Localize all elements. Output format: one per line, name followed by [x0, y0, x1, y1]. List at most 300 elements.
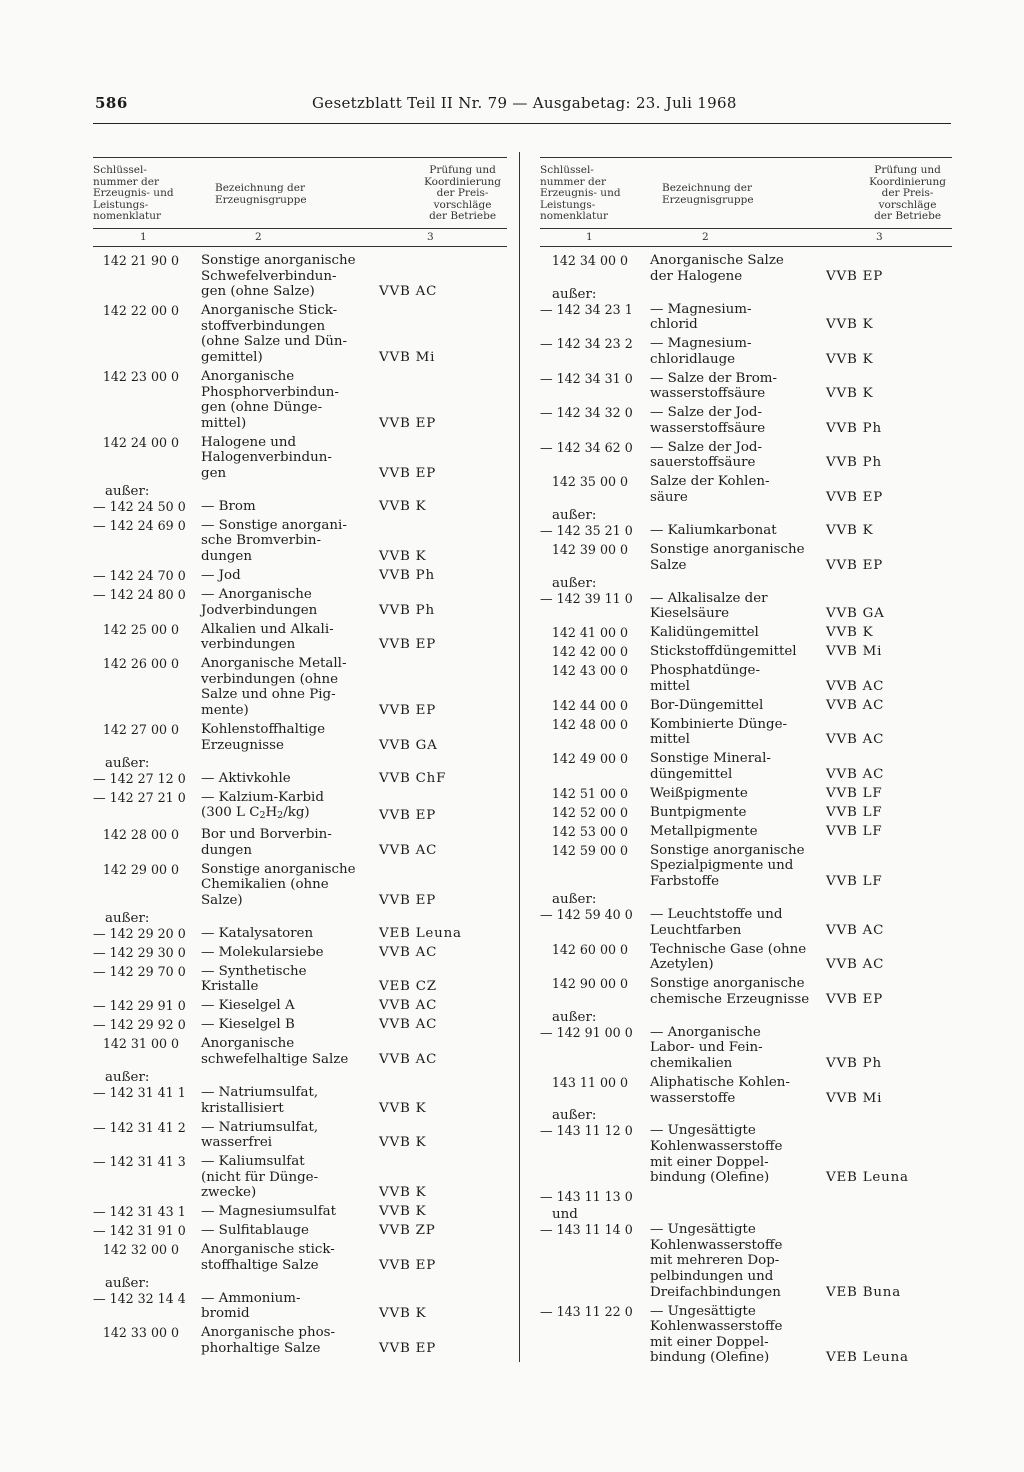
exception-label: außer: [105, 1275, 150, 1291]
product-group-name [201, 926, 379, 942]
table-row [540, 371, 952, 402]
responsible-body: VVB K [379, 1185, 427, 1201]
description-line: Kohlenwasserstoffe [650, 1237, 783, 1253]
description-line: bromid [201, 1306, 250, 1322]
description-line: düngemittel [650, 766, 733, 782]
description-line: Kristalle [201, 979, 259, 995]
description-line: Metallpigmente [650, 823, 758, 839]
description-line: mente) [201, 702, 249, 718]
description-line: — Magnesiumsulfat [201, 1204, 337, 1220]
column-number-1: 1 [140, 231, 147, 243]
product-code: — 142 91 00 0 [540, 1024, 633, 1040]
product-group-name [650, 336, 826, 367]
product-group-name [201, 656, 379, 718]
header-line: nomenklatur [93, 210, 161, 222]
description-line: — Synthetische [201, 963, 307, 979]
responsible-body: VVB LF [826, 785, 883, 801]
product-group-name [201, 964, 379, 995]
responsible-body: VVB EP [826, 490, 884, 506]
description-line: Kalidüngemittel [650, 625, 759, 641]
responsible-body: VVB K [379, 549, 427, 565]
table-row [540, 644, 952, 660]
responsible-body: VVB AC [826, 697, 885, 713]
product-group-name [201, 771, 379, 787]
header-line: Koordinierung [424, 175, 501, 188]
responsible-body: VVB AC [379, 284, 438, 300]
product-code: 142 59 00 0 [551, 842, 628, 858]
column-number-1: 1 [586, 231, 593, 243]
product-code: — 142 34 32 0 [540, 405, 633, 421]
product-group-name [201, 1085, 379, 1116]
description-line: verbindungen (ohne [201, 671, 339, 687]
product-group-name [201, 253, 379, 300]
description-line: — Ungesättigte [650, 1123, 756, 1139]
responsible-body: VVB LF [826, 804, 883, 820]
responsible-body: VVB Ph [826, 455, 882, 471]
table-row [540, 698, 952, 714]
description-line: — Ungesättigte [650, 1222, 756, 1238]
description-line: mittel [650, 732, 690, 748]
description-line: sauerstoffsäure [650, 455, 756, 471]
exception-label: außer: [105, 1069, 150, 1085]
responsible-body: VVB AC [826, 922, 885, 938]
table-row [93, 435, 507, 482]
table-row [93, 1223, 507, 1239]
description-line: dungen [201, 842, 252, 858]
product-code: — 142 32 14 4 [93, 1290, 186, 1306]
description-line: mit mehreren Dop- [650, 1253, 780, 1269]
table-row [540, 253, 952, 284]
responsible-body: VVB K [379, 1100, 427, 1116]
description-line: — Natriumsulfat, [201, 1119, 319, 1135]
description-line: Anorganische phos- [201, 1325, 336, 1341]
table-row [93, 722, 507, 753]
product-group-name [201, 499, 379, 515]
responsible-body: VVB EP [379, 415, 437, 431]
responsible-body: VVB EP [826, 991, 884, 1007]
description-line: Halogenverbindun- [201, 450, 332, 466]
description-line: — Ungesättigte [650, 1303, 756, 1319]
responsible-body: VVB K [379, 498, 427, 514]
responsible-body: VVB AC [826, 732, 885, 748]
description-line: — Jod [201, 568, 241, 584]
product-code: — 142 24 69 0 [93, 517, 186, 533]
product-code: — 142 29 30 0 [93, 944, 186, 960]
responsible-body: VVB Mi [826, 1090, 883, 1106]
description-line: Salze und ohne Pig- [201, 687, 336, 703]
description-line: Alkalien und Alkali- [201, 621, 334, 637]
description-line: Erzeugnisse [201, 737, 284, 753]
table-row [93, 1120, 507, 1151]
product-code: — 142 24 70 0 [93, 568, 186, 584]
description-line: Spezialpigmente und [650, 858, 794, 874]
table-row [93, 998, 507, 1014]
product-group-name [650, 717, 826, 748]
description-line: gen [201, 465, 227, 481]
responsible-body: VVB AC [379, 944, 438, 960]
responsible-body: VVB Mi [826, 644, 883, 660]
description-line: Bor und Borverbin- [201, 827, 332, 843]
description-line: Technische Gase (ohne [650, 941, 807, 957]
header-code [540, 165, 621, 223]
table-row [540, 440, 952, 471]
product-code: — 142 24 50 0 [93, 498, 186, 514]
product-group-name [650, 824, 826, 840]
product-group-name [201, 1325, 379, 1356]
description-line: — Brom [201, 498, 256, 514]
description-line: Buntpigmente [650, 804, 747, 820]
product-code: — 142 35 21 0 [540, 523, 633, 539]
product-group-name [650, 805, 826, 821]
responsible-body: VVB EP [379, 1340, 437, 1356]
header-line: Prüfung und [874, 164, 941, 176]
table-row [540, 1123, 952, 1185]
description-line: dungen [201, 549, 252, 565]
responsible-body: VVB LF [826, 874, 883, 890]
header-line: Bezeichnung der [662, 182, 752, 194]
description-line: stoffverbindungen [201, 318, 326, 334]
description-line: — Kaliumsulfat [201, 1154, 305, 1170]
responsible-body: VEB Leuna [379, 925, 462, 941]
description-line: Anorganische [201, 368, 295, 384]
description-line: mittel [650, 678, 690, 694]
description-line: Bor-Düngemittel [650, 697, 764, 713]
product-group-name [650, 843, 826, 890]
table-header [93, 157, 507, 228]
product-group-name [201, 568, 379, 584]
table-row [540, 591, 952, 622]
table-row [93, 1204, 507, 1220]
responsible-body: VVB AC [826, 766, 885, 782]
table-row [540, 336, 952, 367]
product-group-name [650, 786, 826, 802]
description-line: wasserstoffsäure [650, 420, 766, 436]
table-header [540, 157, 952, 228]
table-row [93, 518, 507, 565]
product-code: 142 52 00 0 [551, 804, 628, 820]
product-group-name [201, 1120, 379, 1151]
responsible-body: VVB EP [826, 268, 884, 284]
header-line: der Betriebe [429, 210, 497, 222]
table-row [540, 523, 952, 539]
product-group-name [650, 591, 826, 622]
product-code: 142 33 00 0 [102, 1325, 179, 1341]
product-code: 142 22 00 0 [102, 303, 179, 319]
product-code: 142 60 00 0 [551, 941, 628, 957]
responsible-body: VEB Leuna [826, 1350, 909, 1366]
header-coordination [424, 165, 501, 223]
exception-label: außer: [552, 892, 597, 907]
description-line: Halogene und [201, 434, 297, 450]
product-group-name [650, 1025, 826, 1072]
description-line: Kohlenwasserstoffe [650, 1319, 783, 1335]
description-line: — Molekularsiebe [201, 944, 324, 960]
header-line: Leistungs- [93, 198, 149, 211]
header-designation [662, 183, 754, 206]
table-row [540, 717, 952, 748]
responsible-body: VVB Mi [379, 349, 436, 365]
table-row [540, 1304, 952, 1366]
product-code: 142 44 00 0 [551, 697, 628, 713]
product-group-name [201, 1242, 379, 1273]
description-line: sche Bromverbin- [201, 533, 322, 549]
responsible-body: VVB Ph [379, 602, 435, 618]
description-line: — Salze der Jod- [650, 439, 763, 455]
description-line: Sonstige anorganische [650, 542, 805, 558]
product-group-name [650, 907, 826, 938]
responsible-body: VVB EP [379, 808, 437, 824]
product-code: — 142 31 91 0 [93, 1223, 186, 1239]
responsible-body: VVB ChF [379, 770, 447, 786]
description-line: Sonstige Mineral- [650, 751, 771, 767]
description-line: zwecke) [201, 1185, 257, 1201]
header-line: Schlüssel- [540, 164, 594, 176]
product-group-name [650, 751, 826, 782]
header-line: der Preis- [436, 187, 489, 199]
responsible-body: VVB AC [379, 1017, 438, 1033]
product-group-name [201, 369, 379, 431]
product-group-name [650, 1075, 826, 1106]
header-line: Prüfung und [429, 164, 496, 176]
exception-label: außer: [552, 286, 597, 302]
table-row [93, 771, 507, 787]
product-group-name [650, 1304, 826, 1366]
description-line: wasserfrei [201, 1135, 273, 1151]
description-line: Schwefelverbindun- [201, 268, 337, 284]
product-group-name [650, 1222, 826, 1300]
responsible-body: VVB EP [379, 465, 437, 481]
table-row [540, 942, 952, 973]
responsible-body: VVB EP [379, 892, 437, 908]
table-row [93, 303, 507, 365]
header-line: Leistungs- [540, 198, 596, 211]
description-line: mit einer Doppel- [650, 1334, 769, 1350]
description-line: gemittel) [201, 349, 263, 365]
product-group-name [201, 518, 379, 565]
table-row [93, 1085, 507, 1116]
product-group-name [650, 474, 826, 505]
responsible-body: VVB Ph [826, 420, 882, 436]
responsible-body: VVB Ph [379, 568, 435, 584]
product-code: — 142 29 91 0 [93, 998, 186, 1014]
product-code: 142 90 00 0 [551, 976, 628, 992]
product-group-name [650, 976, 826, 1007]
header-coordination [869, 165, 946, 223]
header-line: der Betriebe [874, 210, 942, 222]
description-line: Chemikalien (ohne [201, 877, 329, 893]
table-row [93, 1242, 507, 1273]
description-line: (300 L $C_2H_2/kg$) [201, 805, 310, 822]
product-group-name [201, 1154, 379, 1201]
product-code: — 142 24 80 0 [93, 587, 186, 603]
right-table [540, 157, 952, 1369]
product-group-name [650, 698, 826, 714]
table-row [93, 926, 507, 942]
table-row [93, 622, 507, 653]
responsible-body: VVB K [826, 317, 874, 333]
product-group-name [650, 440, 826, 471]
table-row [93, 1325, 507, 1356]
header-code [93, 165, 174, 223]
column-number-2: 2 [702, 231, 709, 243]
description-line: Salze der Kohlen- [650, 474, 770, 490]
product-code: 142 43 00 0 [551, 663, 628, 679]
product-code: — 143 11 12 0 [540, 1123, 633, 1139]
product-group-name [650, 253, 826, 284]
description-line: Labor- und Fein- [650, 1040, 763, 1056]
table-row [540, 976, 952, 1007]
product-group-name [650, 625, 826, 641]
description-line: — Kieselgel B [201, 1017, 295, 1033]
product-code: 142 21 90 0 [102, 253, 179, 268]
description-line: — Salze der Jod- [650, 405, 763, 421]
description-line: Anorganische Salze [650, 253, 784, 268]
column-number-3: 3 [427, 231, 434, 243]
table-row [540, 1222, 952, 1300]
responsible-body: VVB K [379, 1135, 427, 1151]
description-line: Salze) [201, 892, 243, 908]
description-line: wasserstoffe [650, 1090, 736, 1106]
exception-label: außer: [552, 1108, 597, 1124]
table-row [540, 474, 952, 505]
table-row [93, 827, 507, 858]
product-code: — 142 29 70 0 [93, 963, 186, 979]
table-row [93, 568, 507, 584]
description-line: — Kaliumkarbonat [650, 523, 777, 539]
product-code: — 142 31 41 2 [93, 1119, 186, 1135]
description-line: phorhaltige Salze [201, 1340, 321, 1356]
description-line: — Kieselgel A [201, 998, 295, 1014]
description-line: — Leuchtstoffe und [650, 907, 783, 922]
product-group-name [201, 862, 379, 909]
product-code: 142 31 00 0 [102, 1036, 179, 1052]
description-line: Kieselsäure [650, 606, 730, 622]
page-number: 586 [95, 94, 128, 112]
product-code: 142 25 00 0 [102, 621, 179, 637]
description-line: — Sonstige anorgani- [201, 517, 347, 533]
product-code: — 143 11 22 0 [540, 1303, 633, 1319]
description-line: — Salze der Brom- [650, 370, 778, 386]
left-table [93, 157, 507, 1360]
table-row [540, 805, 952, 821]
product-code: — 142 29 92 0 [93, 1017, 186, 1033]
description-line: Salze [650, 557, 687, 573]
table-row [93, 945, 507, 961]
responsible-body: VVB AC [826, 957, 885, 973]
exception-label: außer: [552, 508, 597, 524]
description-line: Sonstige anorganische [201, 253, 356, 268]
responsible-body: VVB K [379, 1204, 427, 1220]
responsible-body: VVB AC [379, 998, 438, 1014]
description-line: Sonstige anorganische [650, 842, 805, 858]
product-group-name [201, 622, 379, 653]
product-group-name [201, 1017, 379, 1033]
description-line: Anorganische Metall- [201, 656, 347, 672]
header-line: nummer der [93, 175, 159, 188]
product-code: — 142 34 62 0 [540, 439, 633, 455]
product-code: — 142 34 23 2 [540, 336, 633, 352]
product-group-name [650, 942, 826, 973]
exception-label: außer: [105, 483, 150, 499]
exception-label: außer: [105, 755, 150, 771]
description-line: chloridlauge [650, 351, 736, 367]
table-row [540, 405, 952, 436]
product-code: 142 23 00 0 [102, 368, 179, 384]
product-group-name [201, 945, 379, 961]
description-line: (ohne Salze und Dün- [201, 334, 347, 350]
product-code: 142 35 00 0 [551, 474, 628, 490]
description-line: Anorganische [201, 1036, 295, 1052]
description-line: — Natriumsulfat, [201, 1084, 319, 1100]
description-line: Phosphorverbindun- [201, 384, 339, 400]
table-row [540, 786, 952, 802]
description-line: Sonstige anorganische [650, 976, 805, 992]
table-row [93, 1017, 507, 1033]
responsible-body: VVB ZP [379, 1223, 436, 1239]
table-row [93, 369, 507, 431]
responsible-body: VVB EP [379, 637, 437, 653]
description-line: chemische Erzeugnisse [650, 991, 810, 1007]
table-row [93, 862, 507, 909]
description-line: stoffhaltige Salze [201, 1257, 319, 1273]
header-line: nomenklatur [540, 210, 608, 222]
header-line: Erzeugnisgruppe [662, 193, 754, 206]
responsible-body: VVB EP [826, 557, 884, 573]
description-line: — Alkalisalze der [650, 590, 768, 606]
column-numbers [93, 229, 507, 247]
table-row [540, 625, 952, 641]
product-group-name [201, 587, 379, 618]
responsible-body: VVB EP [379, 1257, 437, 1273]
left-table-body [93, 247, 507, 1357]
header-line: Koordinierung [869, 175, 946, 188]
description-line: schwefelhaltige Salze [201, 1051, 349, 1067]
responsible-body: VVB AC [379, 842, 438, 858]
description-line: — Katalysatoren [201, 925, 314, 941]
responsible-body: VVB GA [379, 737, 438, 753]
description-line: Stickstoffdüngemittel [650, 644, 797, 660]
page-title: Gesetzblatt Teil II Nr. 79 — Ausgabetag: 23. Juli 1968 [312, 94, 737, 112]
product-code: 142 53 00 0 [551, 823, 628, 839]
product-group-name [650, 663, 826, 694]
table-row [540, 1189, 952, 1205]
product-group-name [201, 1204, 379, 1220]
description-line: Azetylen) [650, 957, 714, 973]
description-line: — Anorganische [650, 1024, 761, 1040]
column-number-2: 2 [255, 231, 262, 243]
description-line: bindung (Olefine) [650, 1350, 770, 1366]
table-row [93, 1291, 507, 1322]
product-code: 142 41 00 0 [551, 625, 628, 641]
product-group-name [201, 1223, 379, 1239]
description-line: Aliphatische Kohlen- [650, 1074, 790, 1090]
product-code: 142 42 00 0 [551, 644, 628, 660]
product-group-name [201, 827, 379, 858]
table-row [93, 253, 507, 300]
description-line: bindung (Olefine) [650, 1170, 770, 1186]
description-line: verbindungen [201, 637, 296, 653]
responsible-body: VVB K [379, 1306, 427, 1322]
header-line: Bezeichnung der [215, 182, 305, 194]
description-line: — Magnesium- [650, 336, 752, 352]
responsible-body: VEB Buna [826, 1284, 902, 1300]
table-row [93, 656, 507, 718]
product-group-name [201, 998, 379, 1014]
product-code: 142 51 00 0 [551, 785, 628, 801]
product-group-name [650, 542, 826, 573]
description-line: kristallisiert [201, 1100, 284, 1116]
product-group-name [650, 644, 826, 660]
